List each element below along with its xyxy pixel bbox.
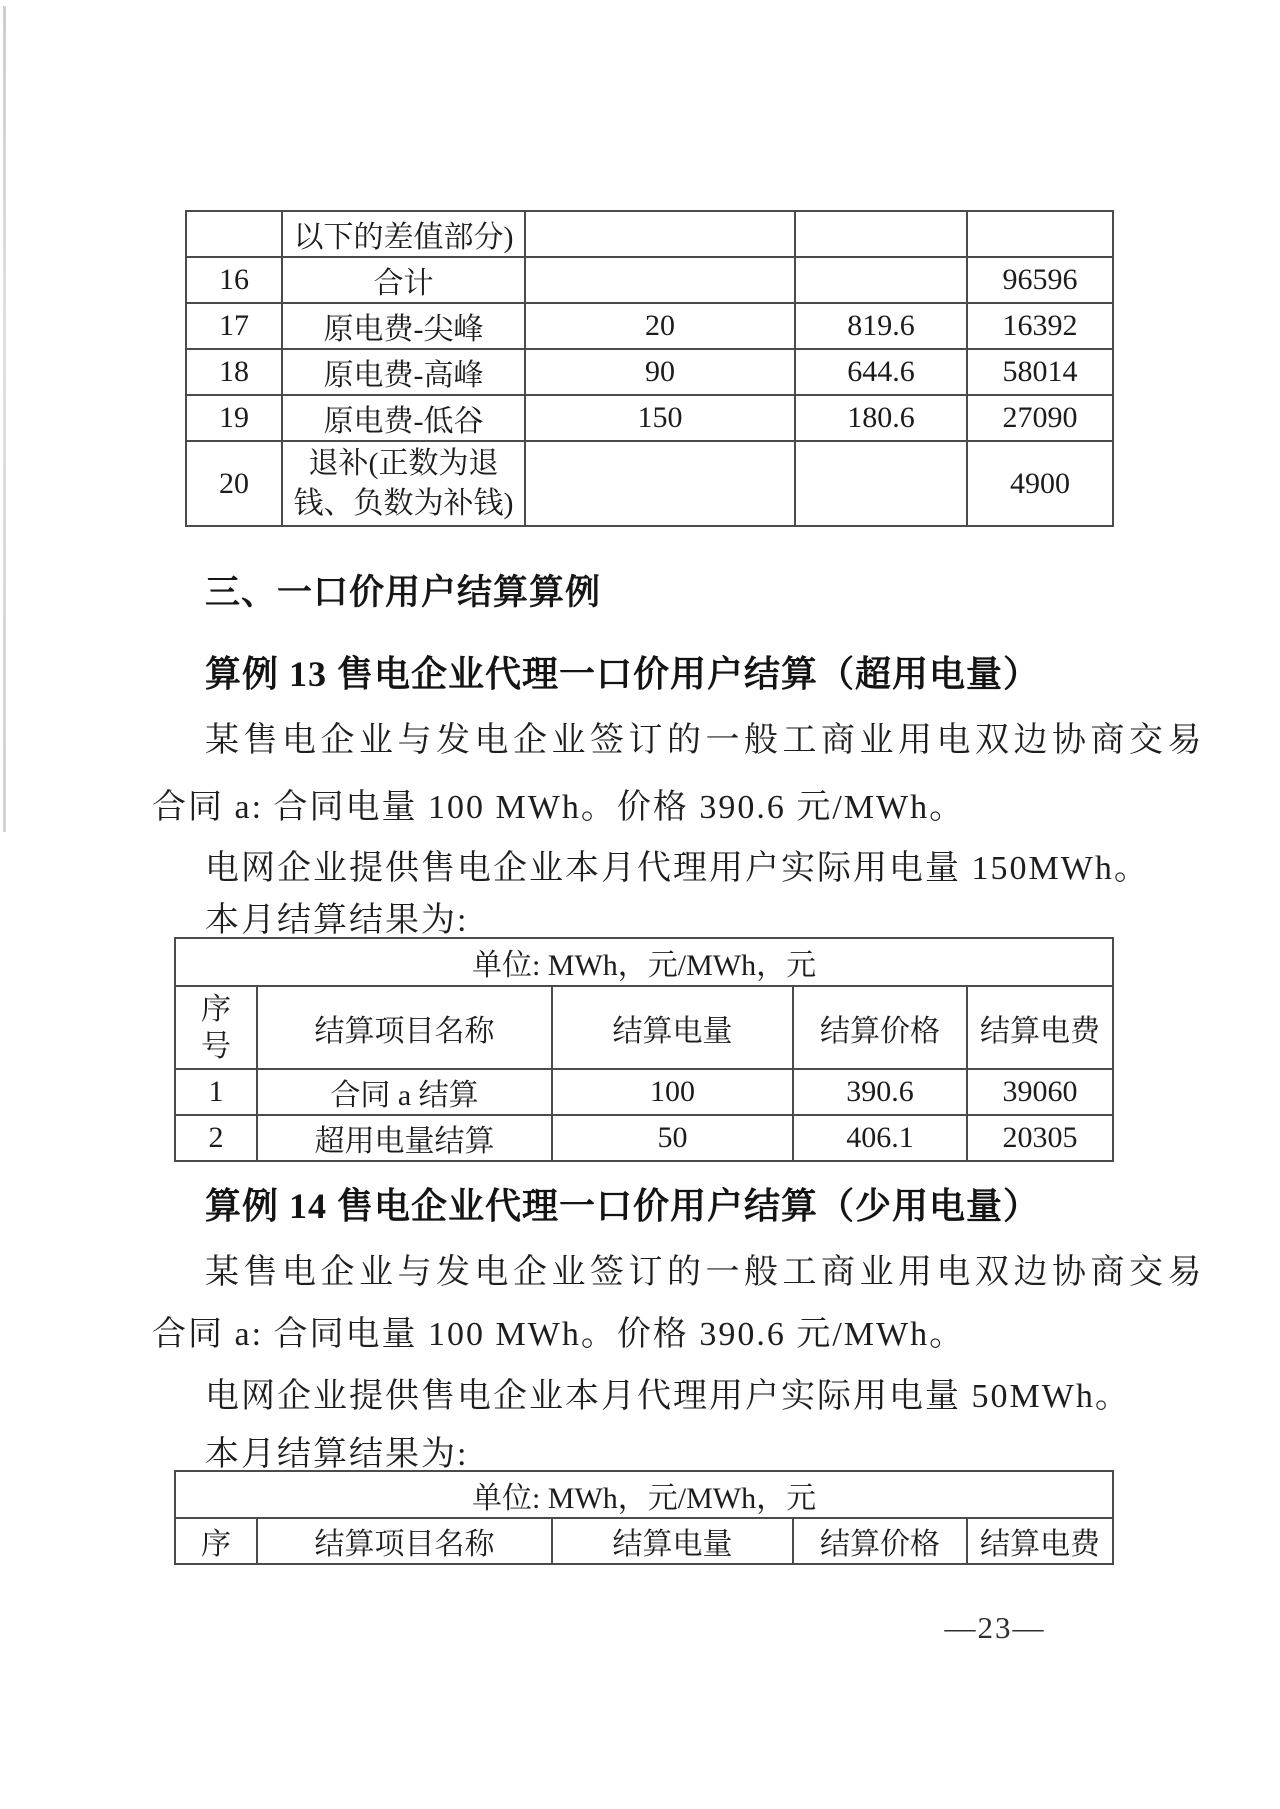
cell-price: 390.6 — [793, 1069, 967, 1115]
example13-paragraph-line1: 某售电企业与发电企业签订的一般工商业用电双边协商交易 — [205, 722, 1206, 759]
cell-price: 644.6 — [795, 349, 967, 395]
cell-fee: 4900 — [967, 441, 1113, 526]
cell-name: 合计 — [282, 257, 525, 303]
cell-qty: 90 — [525, 349, 795, 395]
table-row — [186, 303, 1113, 349]
header-qty: 结算电量 — [552, 986, 793, 1069]
header-name: 结算项目名称 — [257, 1518, 552, 1564]
cell-qty: 50 — [552, 1115, 793, 1161]
table-row — [175, 1115, 1113, 1161]
cell-no: 2 — [175, 1115, 257, 1161]
example14-paragraph-line2: 合同 a: 合同电量 100 MWh。价格 390.6 元/MWh。 — [152, 1316, 966, 1353]
cell-price: 406.1 — [793, 1115, 967, 1161]
cell-price: 180.6 — [795, 395, 967, 441]
example13-result-label: 本月结算结果为: — [205, 902, 469, 939]
table-row — [175, 1069, 1113, 1115]
unit-note: 单位: MWh，元/MWh，元 — [175, 938, 1113, 986]
header-name: 结算项目名称 — [257, 986, 552, 1069]
page-number: —23— — [944, 1610, 1046, 1645]
example14-paragraph-line1: 某售电企业与发电企业签订的一般工商业用电双边协商交易 — [205, 1254, 1206, 1291]
cell-fee: 96596 — [967, 257, 1113, 303]
cell-name: 超用电量结算 — [257, 1115, 552, 1161]
table-header-row — [175, 1518, 1113, 1564]
cell-no: 20 — [186, 441, 282, 526]
cell-name-line1: 退补(正数为退 — [308, 446, 499, 480]
cell-name-line2: 钱、负数为补钱) — [293, 486, 514, 520]
cell-fee: 27090 — [967, 395, 1113, 441]
cell-fee: 39060 — [967, 1069, 1113, 1115]
cell-no: 16 — [186, 257, 282, 303]
scan-edge-artifact — [3, 6, 6, 832]
cell-price — [795, 257, 967, 303]
table-unit-row — [175, 938, 1113, 986]
example14-result-label: 本月结算结果为: — [205, 1436, 469, 1473]
table-row — [186, 211, 1113, 257]
cell-price — [795, 441, 967, 526]
example13-paragraph-line3: 电网企业提供售电企业本月代理用户实际用电量 150MWh。 — [205, 850, 1150, 887]
cell-name — [282, 441, 525, 526]
table-row — [186, 395, 1113, 441]
cell-fee — [967, 211, 1113, 257]
header-no-line2: 号 — [201, 1029, 231, 1063]
unit-note: 单位: MWh，元/MWh，元 — [175, 1471, 1113, 1518]
cell-name: 原电费-低谷 — [282, 395, 525, 441]
cell-price — [795, 211, 967, 257]
header-price: 结算价格 — [793, 986, 967, 1069]
cell-name: 原电费-尖峰 — [282, 303, 525, 349]
header-no: 序 — [175, 1518, 257, 1564]
cell-no — [186, 211, 282, 257]
header-no-line1: 序 — [201, 992, 231, 1026]
cell-name: 以下的差值部分) — [282, 211, 525, 257]
cell-qty — [525, 211, 795, 257]
cell-fee: 20305 — [967, 1115, 1113, 1161]
table-row — [186, 349, 1113, 395]
section-heading: 三、一口价用户结算算例 — [205, 573, 602, 612]
table-unit-row — [175, 1471, 1113, 1518]
header-qty: 结算电量 — [552, 1518, 793, 1564]
cell-qty: 100 — [552, 1069, 793, 1115]
example13-result-table — [174, 937, 1114, 1162]
cell-no: 19 — [186, 395, 282, 441]
table-row — [186, 257, 1113, 303]
cell-fee: 58014 — [967, 349, 1113, 395]
header-price: 结算价格 — [793, 1518, 967, 1564]
cell-no: 18 — [186, 349, 282, 395]
cell-no: 1 — [175, 1069, 257, 1115]
example14-paragraph-line3: 电网企业提供售电企业本月代理用户实际用电量 50MWh。 — [205, 1378, 1131, 1415]
table-row — [186, 441, 1113, 526]
cell-name: 原电费-高峰 — [282, 349, 525, 395]
cell-name: 合同 a 结算 — [257, 1069, 552, 1115]
cell-qty: 150 — [525, 395, 795, 441]
cell-qty: 20 — [525, 303, 795, 349]
header-fee: 结算电费 — [967, 1518, 1113, 1564]
example14-heading: 算例 14 售电企业代理一口价用户结算（少用电量） — [205, 1186, 1041, 1226]
cell-qty — [525, 257, 795, 303]
table-header-row — [175, 986, 1113, 1069]
cell-fee: 16392 — [967, 303, 1113, 349]
cell-qty — [525, 441, 795, 526]
settlement-table-continued — [185, 210, 1114, 527]
example14-result-table — [174, 1470, 1114, 1565]
header-fee: 结算电费 — [967, 986, 1113, 1069]
cell-no: 17 — [186, 303, 282, 349]
header-no — [175, 986, 257, 1069]
example13-heading: 算例 13 售电企业代理一口价用户结算（超用电量） — [205, 654, 1041, 694]
example13-paragraph-line2: 合同 a: 合同电量 100 MWh。价格 390.6 元/MWh。 — [152, 789, 966, 826]
cell-price: 819.6 — [795, 303, 967, 349]
